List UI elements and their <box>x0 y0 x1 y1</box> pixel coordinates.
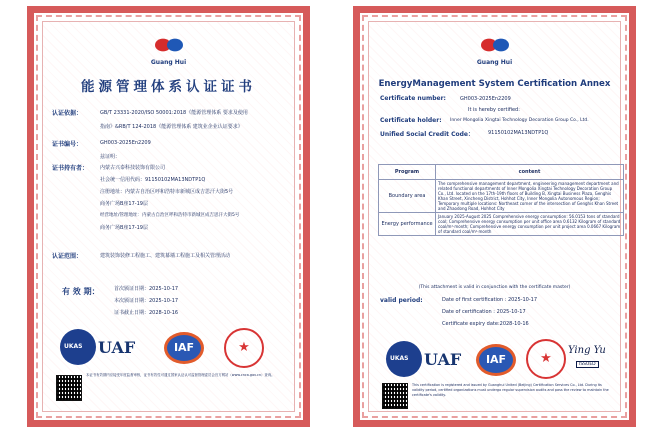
footer-note: 本证书有效期内应接受年度监督审核，证书有效性可通过国家认证认可监督管理委员会官方网站（www.cnca.gov.cn）查询。 <box>86 373 275 377</box>
uaf-logo-icon: UAF <box>98 338 136 357</box>
registered-address: 注册地址：内蒙古自治区呼和浩特市新城区成吉思汗大街5号 <box>100 189 234 195</box>
boundary-content: The comprehensive management department, engineering management department and related functional departments of Inner Mongolia Xingtai Technology Decoration Group Co., Ltd. located on the 17th-19th floors of Building B, Xingtai Business Plaza, Genghis Khan Street, Xincheng District, Hohhot City, Inner Mongolia Autonomous Region; Temporary multiple locations: Northeast corner of the intersection of Genghis Khan Street and Zhaodong Road, Hohhot City <box>436 180 624 213</box>
cert-confirm: 兹证明： <box>100 154 121 160</box>
cert-number-label: Certificate number: <box>380 95 446 102</box>
attachment-note: (This attachment is valid in conjunction with the certificate master) <box>418 285 571 290</box>
footer-note: This certification is registered and issued by Guanghui United (Beijing) Certification Services Co., Ltd. During its validity period, certified organizations must undergo regular supervision audits and pass the review to maintain the certificate's validity. <box>412 383 609 397</box>
expiry-date: Certificate expiry date:2028-10-16 <box>442 321 529 327</box>
uaf-logo-icon: UAF <box>424 350 462 369</box>
expiry-date: 证书截止日期：2028-10-16 <box>114 310 179 316</box>
basis-line-1: GB/T 23331-2020/ISO 50001:2018《能源管理体系 要求及使用 <box>100 110 248 116</box>
issued-stamp: ISSUED <box>576 361 599 368</box>
cert-no: GH003-2025En2209 <box>100 140 151 146</box>
first-issue-date: 首次颁证日期：2025-10-17 <box>114 286 179 292</box>
basis-line-2: 指南》&RB/T 124-2018《能源管理体系 建筑业企业认证要求》 <box>100 124 243 130</box>
qr-code-icon <box>56 375 82 401</box>
valid-label: 有 效 期： <box>62 287 100 296</box>
ukas-badge-icon: UKAS <box>60 329 96 365</box>
signature: Ying Yu <box>568 345 606 356</box>
brand-name: Guang Hui <box>150 59 187 66</box>
certificate-title: 能源管理体系认证证书 <box>81 79 256 95</box>
holder-name: 内蒙古兴泰科技装饰有限公司 <box>100 165 166 171</box>
credit-code-label: Unified Social Credit Code： <box>380 131 474 138</box>
cert-date: Date of certification : 2025-10-17 <box>442 309 526 315</box>
boundary-program: Boundary area <box>379 180 436 213</box>
red-seal-icon: ★ <box>224 328 264 368</box>
cert-no-label: 证书编号： <box>52 141 83 148</box>
valid-period-label: valid period: <box>380 297 423 304</box>
red-seal-icon: ★ <box>526 339 566 379</box>
header-content: content <box>436 165 624 180</box>
table-header-row <box>379 165 624 180</box>
english-certificate-annex <box>353 6 636 427</box>
holder-name: Inner Mongolia Xingtai Technology Decoration Group Co., Ltd. <box>450 118 589 123</box>
basis-label: 认证依据： <box>52 110 83 117</box>
first-cert-date: Date of first certification : 2025-10-17 <box>442 297 537 303</box>
holder-label: Certificate holder: <box>380 117 442 124</box>
office-address-2: 商务广场B座17-19层 <box>100 225 148 231</box>
certified-text: It is hereby certified: <box>468 107 520 113</box>
credit-code: 社会统一信用代码：91150102MA13NDTP1Q <box>100 177 206 183</box>
this-issue-date: 本次颁证日期：2025-10-17 <box>114 298 179 304</box>
iaf-logo-icon: IAF <box>164 332 204 364</box>
chinese-certificate <box>27 6 310 427</box>
scope-label: 认证范围： <box>52 253 83 260</box>
performance-program: Energy performance <box>379 213 436 236</box>
brand-name: Guang Hui <box>476 59 513 66</box>
annex-title: EnergyManagement System Certification Annex <box>378 79 611 89</box>
performance-content: January 2025-August 2025 Comprehensive energy consumption: 56.0153 tons of standard coal; Comprehensive energy consumption per unit office area 0.6132 Kilogram of standard coal/m²·month; Comprehensive energy consumption per unit project area 0.0667 Kilogram of standard coal/m²·month <box>436 213 624 236</box>
table-row <box>379 213 624 236</box>
iaf-logo-icon: IAF <box>476 344 516 376</box>
annex-table <box>378 164 624 236</box>
ukas-badge-icon: UKAS <box>386 341 422 377</box>
holder-label: 证书持有者： <box>52 165 89 172</box>
scope: 建筑装饰装修工程施工、建筑幕墙工程施工及相关管理活动 <box>100 253 231 259</box>
office-address: 经营地址/管理地址：内蒙古自治区呼和浩特市新城区成吉思汗大街5号 <box>100 213 240 218</box>
table-row <box>379 180 624 213</box>
qr-code-icon <box>382 383 408 409</box>
registered-address-2: 商务广场B座17-19层 <box>100 201 148 207</box>
header-program: Program <box>379 165 436 180</box>
cert-number: GH003-2025En2209 <box>460 96 511 102</box>
credit-code: 91150102MA13NDTP1Q <box>488 130 549 136</box>
